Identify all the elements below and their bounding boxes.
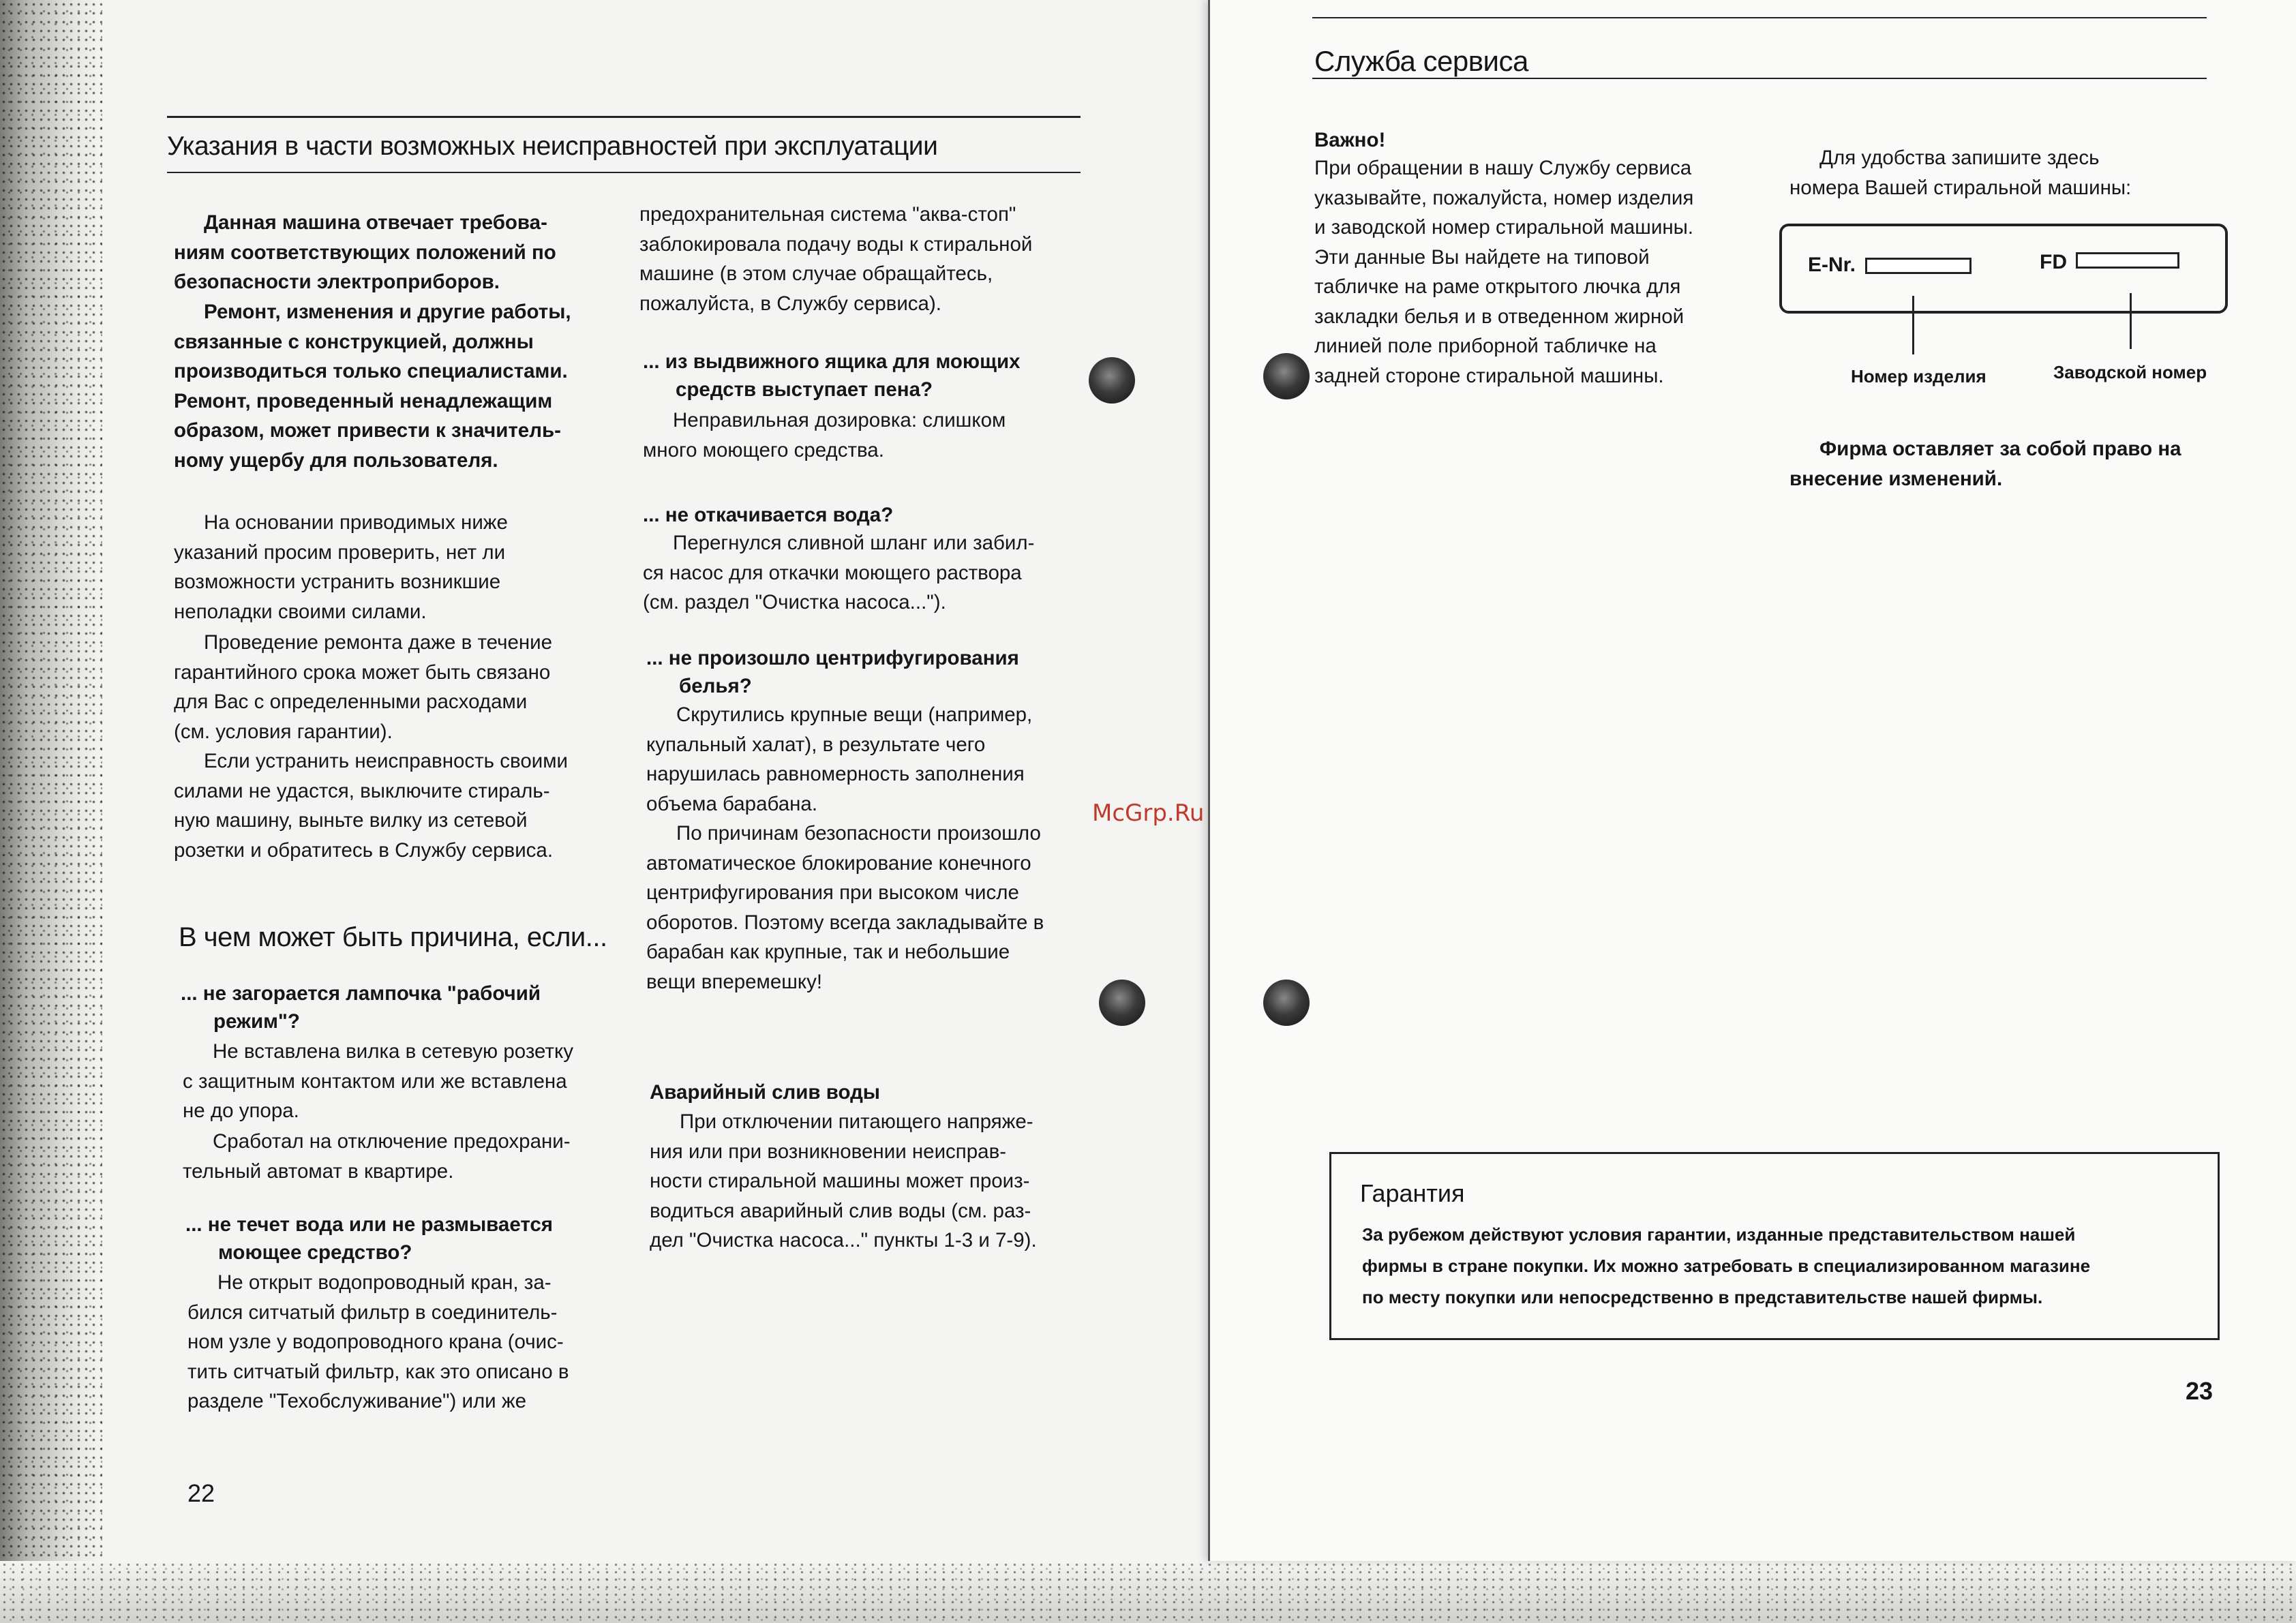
- right-title-rule-bottom: [1312, 78, 2207, 79]
- emergency-text: При отключении питающего напряже- ния или при возникновении неисправ- ности стиральной машины может произ- водиться аварийный слив воды (см. раз- дел "Очистка насоса..." пункты 1-3 и 7-9).: [650, 1110, 1037, 1252]
- scan-edge-bottom: [0, 1561, 2296, 1623]
- caption-serial-number: Заводской номер: [2053, 362, 2207, 382]
- enr-label: E-Nr.: [1808, 254, 1856, 276]
- binder-hole-left-bottom: [1099, 980, 1145, 1026]
- answer-water: Не открыт водопроводный кран, за- бился ситчатый фильтр в соединитель- ном узле у водопроводного крана (очис- тить ситчатый фильтр, как это описано в разделе "Техобслуживание") или же: [187, 1271, 569, 1412]
- answer-foam: Неправильная дозировка: слишком много моющего средства.: [643, 409, 1006, 461]
- fd-leader-line: [2130, 293, 2132, 349]
- guarantee-title: Гарантия: [1360, 1179, 1465, 1207]
- answer-drain: Перегнулся сливной шланг или забил- ся насос для откачки моющего раствора (см. раздел "Очистка насоса...").: [643, 532, 1035, 613]
- left-page-number: 22: [187, 1479, 215, 1507]
- answer-lamp-1: Не вставлена вилка в сетевую розетку с защитным контактом или же вставлена не до упора.: [183, 1040, 573, 1122]
- question-spin: ... не произошло центрифугирования белья?: [646, 647, 1019, 697]
- right-page-number: 23: [2186, 1377, 2214, 1405]
- left-page-title: Указания в части возможных неисправностей при эксплуатации: [167, 132, 938, 161]
- question-water: ... не течет вода или не размывается моющее средство?: [185, 1213, 554, 1264]
- paragraph-costs: Проведение ремонта даже в течение гарантийного срока может быть связано для Вас с определенными расходами (см. условия гарантии).: [174, 631, 553, 743]
- right-title-rule-top: [1312, 17, 2207, 18]
- answer-spin-2: По причинам безопасности произошло автоматическое блокирование конечного центрифугирования при высоком числе оборотов. Поэтому всегда закладывайте в барабан как крупные, так и небольшие вещи вперемешку!: [646, 822, 1044, 993]
- guarantee-text: За рубежом действуют условия гарантии, изданные представительством нашей фирмы в стране покупки. Их можно затребовать в специализированном магазине по месту покупки или непосредственно в представительстве нашей фирмы.: [1362, 1224, 2091, 1307]
- important-label: Важно!: [1314, 129, 1386, 151]
- title-rule-top: [167, 116, 1081, 118]
- question-foam: ... из выдвижного ящика для моющих средств выступает пена?: [643, 350, 1021, 401]
- answer-spin-1: Скрутились крупные вещи (например, купальный халат), в результате чего нарушилась равномерность заполнения объема барабана.: [646, 703, 1033, 815]
- watermark: McGrp.Ru: [1092, 800, 1205, 827]
- right-page-title: Служба сервиса: [1314, 45, 1528, 77]
- binder-hole-right-bottom: [1263, 980, 1310, 1026]
- aquastop-continuation: предохранительная система "аква-стоп" заблокировала подачу воды к стиральной машине (в этом случае обращайтесь, пожалуйста, в Службу сервиса).: [639, 203, 1033, 315]
- note-text: Для удобства запишите здесь номера Вашей стиральной машины:: [1789, 147, 2132, 199]
- paragraph-service: Если устранить неисправность своими силами не удастся, выключите стираль- ную машину, выньте вилку из сетевой розетки и обратитесь в Службу сервиса.: [174, 750, 568, 862]
- scan-edge-left: [0, 0, 102, 1623]
- fd-field[interactable]: [2076, 252, 2179, 269]
- question-lamp: ... не загорается лампочка "рабочий режим"?: [181, 982, 541, 1033]
- intro-safety-bold: Данная машина отвечает требова- ниям соответствующих положений по безопасности электроприборов.: [174, 211, 556, 293]
- question-drain: ... не откачивается вода?: [643, 504, 894, 526]
- intro-repair-bold: Ремонт, изменения и другие работы, связанные с конструкцией, должны производиться только специалистами. Ремонт, проведенный ненадлежащим образом, может привести к значитель- ному ущербу для пользователя.: [174, 301, 571, 472]
- title-rule-bottom: [167, 172, 1081, 173]
- paragraph-check: На основании приводимых ниже указаний просим проверить, нет ли возможности устранить возникшие неполадки своими силами.: [174, 511, 508, 623]
- cause-heading: В чем может быть причина, если...: [179, 922, 607, 952]
- reservation-text: Фирма оставляет за собой право на внесение изменений.: [1789, 438, 2181, 490]
- caption-product-number: Номер изделия: [1851, 366, 1987, 386]
- answer-lamp-2: Сработал на отключение предохрани- тельный автомат в квартире.: [183, 1130, 571, 1183]
- enr-field[interactable]: [1865, 258, 1972, 274]
- binder-hole-right-top: [1263, 353, 1310, 399]
- fd-label: FD: [2040, 251, 2067, 273]
- important-text: При обращении в нашу Службу сервиса указывайте, пожалуйста, номер изделия и заводской номер стиральной машины. Эти данные Вы найдете на типовой табличке на раме открытого лючка для закладки белья и в отведенном жирной линией поле приборной табличке на задней стороне стиральной машины.: [1314, 157, 1694, 387]
- emergency-heading: Аварийный слив воды: [650, 1081, 880, 1104]
- enr-leader-line: [1912, 296, 1914, 354]
- binder-hole-left-top: [1089, 357, 1135, 404]
